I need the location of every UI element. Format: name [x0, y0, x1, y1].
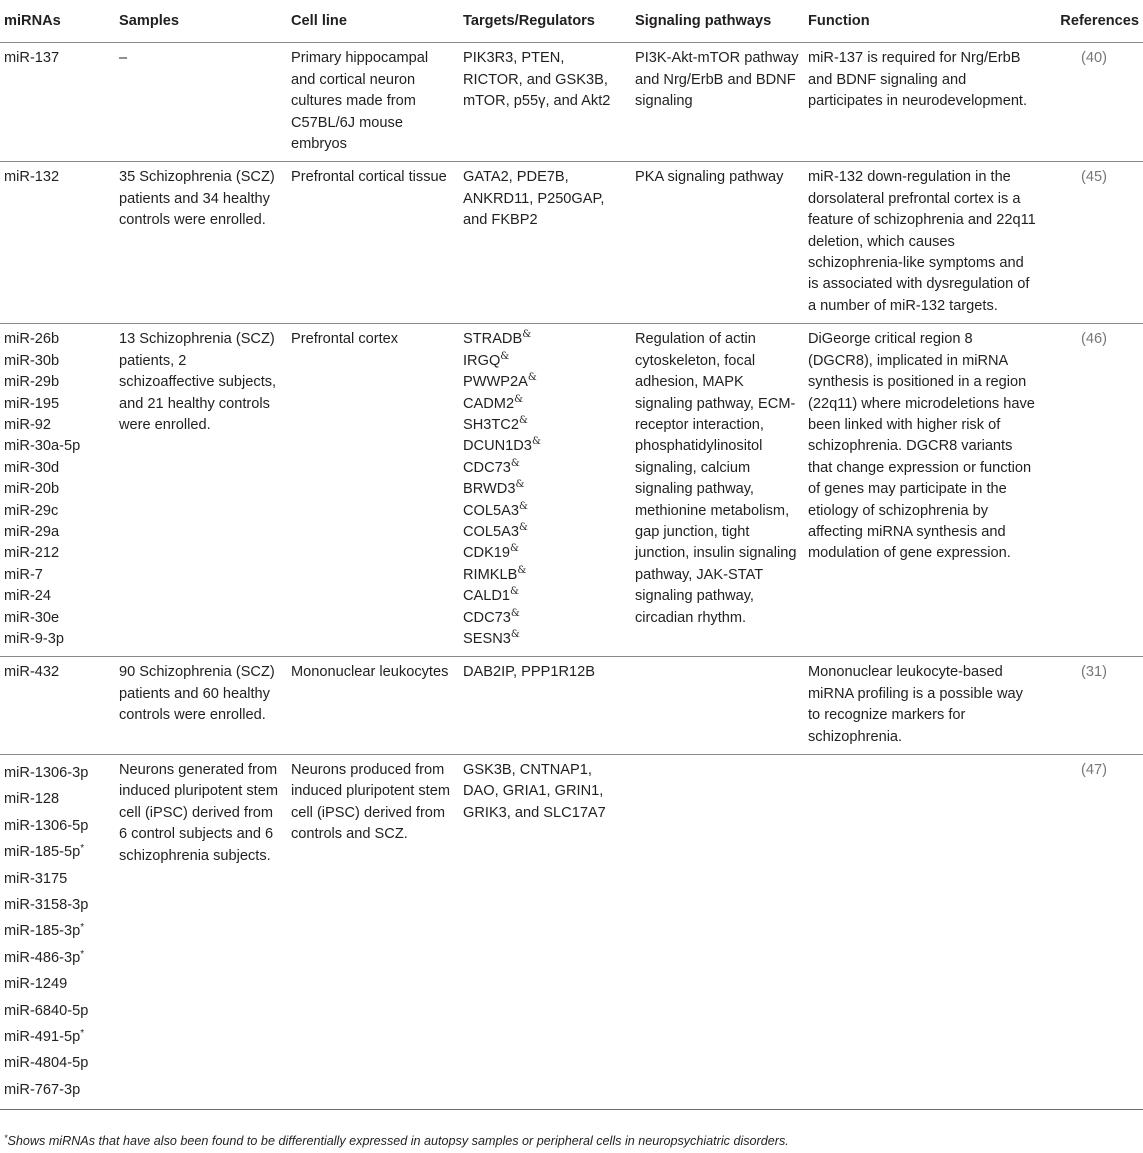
samples-cell: Neurons generated from induced pluripotent stem cell (iPSC) derived from 6 control subjects and 6 schizophrenia subjects. [115, 755, 287, 1110]
reference-link[interactable]: (31) [1041, 657, 1143, 755]
table-row [0, 43, 1143, 162]
header-samples: Samples [115, 0, 287, 43]
cell-line-cell: Neurons produced from induced pluripotent stem cell (iPSC) derived from controls and SCZ. [287, 755, 459, 1110]
ampersand-marker: & [517, 564, 527, 576]
ampersand-marker: & [531, 436, 541, 448]
mirna-cell [0, 162, 115, 324]
function-cell: DiGeorge critical region 8 (DGCR8), implicated in miRNA synthesis is positioned in a region (22q11) where microdeletions have been linked with higher risk of schizophrenia. DGCR8 variants that change expression or function of genes may participate in the etiology of schizophrenia by affecting miRNA synthesis and modulation of gene expression. [804, 324, 1041, 657]
mirna-name: miR-92 [4, 416, 52, 433]
table-row [0, 755, 1143, 1110]
footnote-marker: * [4, 1133, 8, 1143]
target-gene: SH3TC2& [463, 414, 528, 433]
mirna-name: miR-29a [4, 523, 60, 540]
header-function: Function [804, 0, 1041, 43]
ampersand-marker: & [510, 543, 519, 555]
header-pathways: Signaling pathways [631, 0, 804, 43]
pathways-cell [631, 657, 804, 755]
target-gene: PWWP2A& [463, 372, 537, 391]
reference-link[interactable]: (40) [1041, 43, 1143, 162]
cell-line-cell: Prefrontal cortex [287, 324, 459, 657]
table-footnote [4, 1134, 789, 1148]
mirna-name: miR-9-3p [4, 630, 65, 647]
target-gene: SESN3& [463, 628, 520, 647]
mirna-name: miR-30b [4, 352, 60, 369]
ampersand-marker: & [518, 521, 528, 533]
mirna-name: miR-6840-5p [4, 1002, 89, 1019]
mirna-name: miR-132 [4, 169, 60, 186]
mirna-name: miR-30a-5p [4, 438, 81, 455]
mirna-name: miR-3158-3p [4, 897, 89, 914]
pathways-cell: Regulation of actin cytoskeleton, focal adhesion, MAPK signaling pathway, ECM-receptor interaction, phosphatidylinositol signaling, calcium signaling pathway, methionine metabolism, gap junction, tight junction, insulin signaling pathway, JAK-STAT signaling pathway, circadian rhythm. [631, 324, 804, 657]
header-mirnas: miRNAs [0, 0, 115, 43]
mirna-name: miR-30e [4, 609, 60, 626]
mirna-name: miR-30d [4, 459, 60, 476]
ampersand-marker: & [510, 628, 520, 640]
asterisk-marker: * [80, 843, 85, 855]
mirna-cell [0, 657, 115, 755]
table-row [0, 324, 1143, 657]
header-row [0, 0, 1143, 43]
reference-link[interactable]: (46) [1041, 324, 1143, 657]
ampersand-marker: & [527, 372, 537, 384]
ampersand-marker: & [510, 607, 520, 619]
mirna-name: miR-432 [4, 664, 60, 681]
mirna-name: miR-3175 [4, 870, 68, 887]
mirna-name: miR-185-5p* [4, 843, 85, 861]
target-gene: GATA2, PDE7B, ANKRD11, P250GAP, and FKBP2 [463, 169, 605, 229]
mirna-cell [0, 43, 115, 162]
table-row [0, 162, 1143, 324]
ampersand-marker: & [514, 393, 523, 405]
ampersand-marker: & [518, 414, 528, 426]
target-gene: DAB2IP, PPP1R12B [463, 664, 595, 681]
table-row [0, 657, 1143, 755]
asterisk-marker: * [80, 922, 85, 934]
samples-cell: – [115, 43, 287, 162]
target-gene: CDK19& [463, 543, 519, 562]
mirna-name: miR-128 [4, 791, 60, 808]
mirna-name: miR-29c [4, 502, 59, 519]
target-gene: DCUN1D3& [463, 436, 541, 455]
function-cell: Mononuclear leukocyte-based miRNA profiling is a possible way to recognize markers for schizophrenia. [804, 657, 1041, 755]
target-gene: COL5A3& [463, 521, 528, 540]
mirna-name: miR-486-3p* [4, 948, 85, 966]
target-gene: CDC73& [463, 457, 520, 476]
header-references: References [1041, 0, 1143, 43]
mirna-name: miR-195 [4, 395, 60, 412]
ampersand-marker: & [510, 586, 519, 598]
mirna-name: miR-7 [4, 566, 43, 583]
target-gene: CALD1& [463, 586, 519, 605]
mirna-name: miR-24 [4, 588, 52, 605]
ampersand-marker: & [500, 350, 510, 362]
reference-link[interactable]: (47) [1041, 755, 1143, 1110]
pathways-cell: PKA signaling pathway [631, 162, 804, 324]
function-cell: miR-132 down-regulation in the dorsolateral prefrontal cortex is a feature of schizophrenia and 22q11 deletion, which causes schizophrenia-like symptoms and is associated with dysregulation of a number of miR-132 targets. [804, 162, 1041, 324]
target-gene: IRGQ& [463, 350, 510, 369]
cell-line-cell: Prefrontal cortical tissue [287, 162, 459, 324]
targets-cell [459, 43, 631, 162]
footnote-text: Shows miRNAs that have also been found to be differentially expressed in autopsy samples or peripheral cells in neuropsychiatric disorders. [7, 1134, 789, 1148]
targets-cell [459, 755, 631, 1110]
mirna-cell [0, 755, 115, 1110]
target-gene: CDC73& [463, 607, 520, 626]
mirna-name: miR-767-3p [4, 1081, 81, 1098]
target-gene: RIMKLB& [463, 564, 527, 583]
target-gene: STRADB& [463, 329, 532, 348]
ampersand-marker: & [518, 500, 528, 512]
target-gene: CADM2& [463, 393, 523, 412]
target-gene: GSK3B, CNTNAP1, DAO, GRIA1, GRIN1, GRIK3, and SLC17A7 [463, 762, 606, 821]
target-gene: COL5A3& [463, 500, 528, 519]
mirna-name: miR-1306-5p [4, 817, 89, 834]
mirna-name: miR-1306-3p [4, 765, 89, 781]
ampersand-marker: & [510, 457, 520, 469]
cell-line-cell: Mononuclear leukocytes [287, 657, 459, 755]
mirna-name: miR-20b [4, 481, 60, 498]
reference-link[interactable]: (45) [1041, 162, 1143, 324]
pathways-cell: PI3K-Akt-mTOR pathway and Nrg/ErbB and BDNF signaling [631, 43, 804, 162]
pathways-cell [631, 755, 804, 1110]
targets-cell [459, 162, 631, 324]
samples-cell: 90 Schizophrenia (SCZ) patients and 60 healthy controls were enrolled. [115, 657, 287, 755]
samples-cell: 13 Schizophrenia (SCZ) patients, 2 schizoaffective subjects, and 21 healthy controls were enrolled. [115, 324, 287, 657]
function-cell [804, 755, 1041, 1110]
mirna-cell [0, 324, 115, 657]
cell-line-cell: Primary hippocampal and cortical neuron cultures made from C57BL/6J mouse embryos [287, 43, 459, 162]
mirna-name: miR-26b [4, 331, 60, 348]
mirna-name: miR-212 [4, 545, 60, 562]
targets-cell [459, 324, 631, 657]
mirna-name: miR-137 [4, 50, 60, 67]
header-cell-line: Cell line [287, 0, 459, 43]
ampersand-marker: & [522, 329, 532, 341]
target-gene: BRWD3& [463, 479, 525, 498]
asterisk-marker: * [80, 948, 85, 960]
target-gene: PIK3R3, PTEN, RICTOR, and GSK3B, mTOR, p55γ, and Akt2 [463, 50, 611, 110]
mirna-name: miR-29b [4, 374, 60, 391]
function-cell: miR-137 is required for Nrg/ErbB and BDNF signaling and participates in neurodevelopment. [804, 43, 1041, 162]
asterisk-marker: * [80, 1028, 85, 1040]
mirna-name: miR-185-3p* [4, 922, 85, 940]
mirna-name: miR-4804-5p [4, 1055, 89, 1072]
ampersand-marker: & [515, 479, 525, 491]
header-targets: Targets/Regulators [459, 0, 631, 43]
targets-cell [459, 657, 631, 755]
samples-cell: 35 Schizophrenia (SCZ) patients and 34 healthy controls were enrolled. [115, 162, 287, 324]
mirna-name: miR-491-5p* [4, 1028, 85, 1046]
mirna-name: miR-1249 [4, 976, 68, 993]
